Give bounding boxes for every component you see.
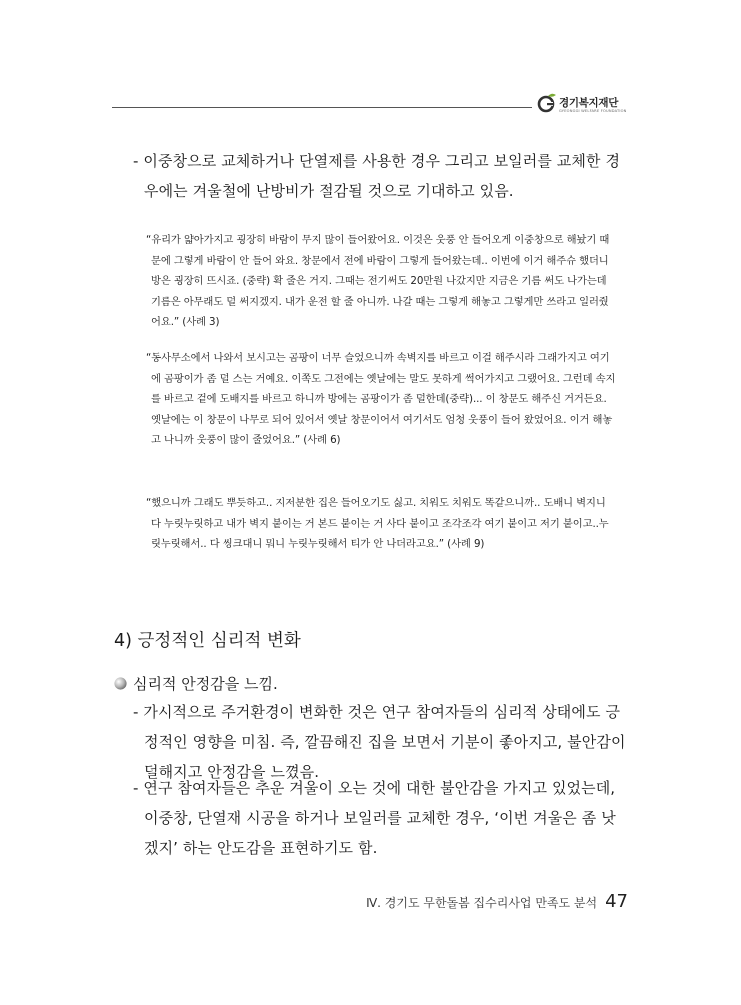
- section-item-1: - 가시적으로 주거환경이 변화한 것은 연구 참여자들의 심리적 상태에도 긍정적인 영향을 미침. 즉, 깔끔해진 집을 보면서 기분이 좋아지고, 불안감이 덜해지고 안정감을 느꼈음.: [133, 703, 626, 781]
- section-title: 4) 긍정적인 심리적 변화: [114, 631, 301, 651]
- top-paragraph: - 이중창으로 교체하거나 단열제를 사용한 경우 그리고 보일러를 교체한 경우에는 겨울철에 난방비가 절감될 것으로 기대하고 있음.: [133, 152, 621, 200]
- org-name-en: GYEONGGI WELFARE FOUNDATION: [559, 109, 627, 113]
- footer-chapter: Ⅳ. 경기도 무한돌봄 집수리사업 만족도 분석: [366, 896, 598, 910]
- header-rule: [112, 107, 532, 108]
- quote-case-3: “유리가 얇아가지고 굉장히 바람이 무지 많이 들어왔어요. 이것은 웃풍 안 들어오게 이중창으로 해놨기 때문에 그렇게 바람이 안 들어 와요. 창문에서 전에 바람이 그렇게 들어왔는데.. 이번에 이거 해주슈 했더니 방은 굉장히 뜨시죠. (중략) 확 줄은 거지. 그때는 전기써도 20만원 나갔지만 지금은 기름 써도 나가는데 기름은 아무래도 덜 써지겠지. 내가 운전 할 줄 아니까. 나갈 때는 그렇게 해놓고 그렇게만 쓰라고 일러줬어요.” (사례 3): [146, 234, 610, 328]
- page-number: 47: [605, 891, 628, 912]
- quote-case-9: “했으니까 그래도 뿌듯하고.. 지저분한 집은 들어오기도 싫고. 치워도 치워도 똑같으니까.. 도배니 벽지니 다 누릿누릿하고 내가 벽지 붙이는 거 본드 붙이는 거 사다 붙이고 조각조각 여기 붙이고 저기 붙이고..누릿누릿해서.. 다 씽크대니 뭐니 누릿누릿해서 티가 안 나더라고요.” (사례 9): [146, 497, 609, 550]
- bullet-label: 심리적 안정감을 느낌.: [133, 674, 278, 693]
- sphere-bullet-icon: [113, 676, 128, 691]
- foundation-logo-icon: [536, 92, 558, 114]
- quote-case-6: “동사무소에서 나와서 보시고는 곰팡이 너무 슬었으니까 속벽지를 바르고 이걸 해주시라 그래가지고 여기에 곰팡이가 좀 덜 스는 거예요. 이쪽도 그전에는 옛날에는 말도 못하게 썩어가지고 그랬어요. 그런데 속지를 바르고 겉에 도배지를 바르고 하니까 방에는 곰팡이가 좀 덜한데(중략)... 이 창문도 해주신 거거든요. 옛날에는 이 창문이 나무로 되어 있어서 옛날 창문이어서 여기서도 엄청 웃풍이 들어 왔었어요. 이거 해놓고 나니까 웃풍이 많이 줄었어요.” (사례 6): [146, 352, 616, 446]
- foundation-logo: [536, 90, 636, 120]
- section-item-2: - 연구 참여자들은 추운 겨울이 오는 것에 대한 불안감을 가지고 있었는데, 이중창, 단열재 시공을 하거나 보일러를 교체한 경우, ‘이번 겨울은 좀 낫겠지’ 하는 안도감을 표현하기도 함.: [133, 779, 616, 857]
- bullet-heading: [113, 671, 278, 695]
- page-footer: [366, 891, 628, 912]
- org-name: 경기복지재단: [559, 97, 619, 109]
